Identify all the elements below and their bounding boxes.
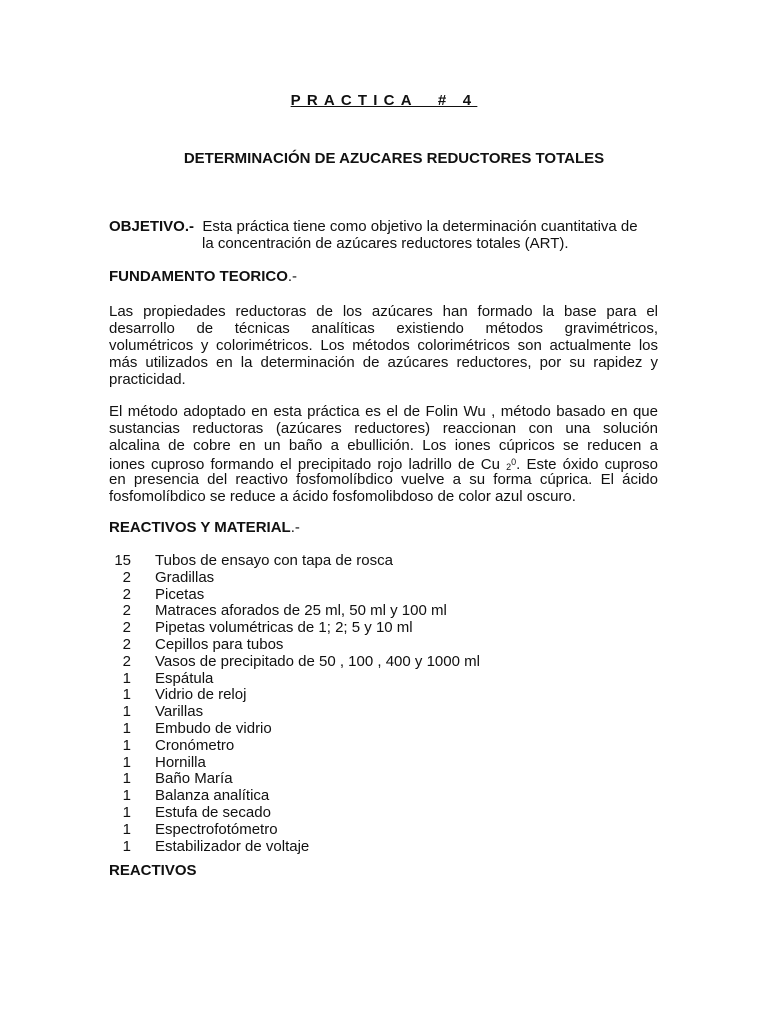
material-quantity: 2 [122,635,131,653]
material-item [109,771,669,788]
material-quantity: 1 [122,703,131,721]
formula-superscript: 0 [511,457,517,467]
material-item [109,570,669,587]
fundamento-paragraph-1 [109,303,658,388]
objetivo-label: OBJETIVO.- [109,218,195,235]
material-name: Cronómetro [155,736,235,754]
fundamento-heading-text: FUNDAMENTO TEORICO [109,268,288,285]
material-item [109,822,669,839]
paragraph-1-line: Las propiedades reductoras de los azúcares han formado la base para el [109,303,658,320]
material-name: Balanza analítica [155,787,270,805]
material-name: Gradillas [155,568,215,586]
material-quantity: 1 [122,820,131,838]
material-name: Vidrio de reloj [155,686,247,704]
paragraph-2-line: fosfomolíbdico se reduce a ácido fosfomolibdoso de color azul oscuro. [109,488,576,505]
paragraph-1-line: practicidad. [109,371,186,388]
objetivo-line-1 [109,218,659,235]
material-name: Varillas [155,703,204,721]
objetivo-text-1: Esta práctica tiene como objetivo la determinación cuantitativa de [202,218,638,235]
material-name: Estufa de secado [155,803,271,821]
material-quantity: 1 [122,669,131,687]
material-quantity: 1 [122,803,131,821]
paragraph-1-line: desarrollo de técnicas analíticas existiendo métodos gravimétricos, [109,320,658,337]
material-name: Pipetas volumétricas de 1; 2; 5 y 10 ml [155,619,413,637]
reactivos-material-heading-text: REACTIVOS Y MATERIAL [109,519,291,536]
material-item [109,721,669,738]
material-name: Estabilizador de voltaje [155,837,310,855]
reactivos-material-heading [109,519,300,536]
material-item [109,755,669,772]
paragraph-2-line: sustancias reductoras (azúcares reductores) reaccionan con una solución [109,420,658,437]
reactivos-material-heading-suffix: .- [290,519,300,536]
material-name: Tubos de ensayo con tapa de rosca [155,552,393,569]
material-item [109,839,669,856]
paragraph-1-line: más utilizados en la determinación de azúcares reductores, por su rapidez y [109,354,658,371]
fundamento-heading [109,268,297,285]
material-name: Cepillos para tubos [155,635,284,653]
material-quantity: 2 [122,568,131,586]
material-name: Espectrofotómetro [155,820,278,838]
material-item [109,553,669,570]
paragraph-2-line: alcalina de cobre en un baño a ebullición. Los iones cúpricos se reducen a [109,437,658,454]
paragraph-1-line: volumétricos y colorimétricos. Los métodos colorimétricos son actualmente los [109,337,658,354]
material-name: Vasos de precipitado de 50 , 100 , 400 y 1000 ml [155,652,480,670]
material-name: Embudo de vidrio [155,719,272,737]
material-item [109,637,669,654]
material-item [109,587,669,604]
materials-list [109,553,669,855]
material-item [109,654,669,671]
material-item [109,805,669,822]
material-name: Matraces aforados de 25 ml, 50 ml y 100 ml [155,602,447,620]
material-item [109,671,669,688]
material-quantity: 1 [122,787,131,805]
main-title: DETERMINACIÓN DE AZUCARES REDUCTORES TOTALES [183,150,605,167]
formula-subscript: 2 [506,462,512,472]
material-item [109,620,669,637]
practica-title: PRACTICA # 4 [290,92,478,109]
material-quantity: 1 [122,719,131,737]
material-name: Hornilla [155,753,206,771]
material-quantity: 2 [122,602,131,620]
objetivo-section [109,218,659,252]
material-name: Espátula [155,669,214,687]
material-item [109,603,669,620]
paragraph-2-line-formula [109,454,658,471]
material-item [109,738,669,755]
material-quantity: 1 [122,736,131,754]
material-item [109,704,669,721]
material-name: Picetas [155,585,205,603]
material-name: Baño María [155,770,233,788]
material-quantity: 15 [114,552,131,569]
material-quantity: 1 [122,837,131,855]
formula-pre: iones cuproso formando el precipitado rojo ladrillo de Cu [109,456,507,473]
material-item [109,788,669,805]
fundamento-heading-suffix: .- [287,268,298,285]
material-quantity: 2 [122,585,131,603]
material-quantity: 2 [122,619,131,637]
material-quantity: 1 [122,753,131,771]
objetivo-line-2: la concentración de azúcares reductores totales (ART). [202,235,569,252]
paragraph-2-line: en presencia del reactivo fosfomolíbdico vuelve a su forma cúprica. El ácido [109,471,658,488]
material-quantity: 2 [122,652,131,670]
fundamento-paragraph-2 [109,403,658,505]
material-quantity: 1 [122,770,131,788]
paragraph-2-line: El método adoptado en esta práctica es el de Folin Wu , método basado en que [109,403,658,420]
material-item [109,687,669,704]
reactivos-heading: REACTIVOS [109,862,197,879]
material-quantity: 1 [122,686,131,704]
formula-post: . Este óxido cuproso [516,456,658,473]
